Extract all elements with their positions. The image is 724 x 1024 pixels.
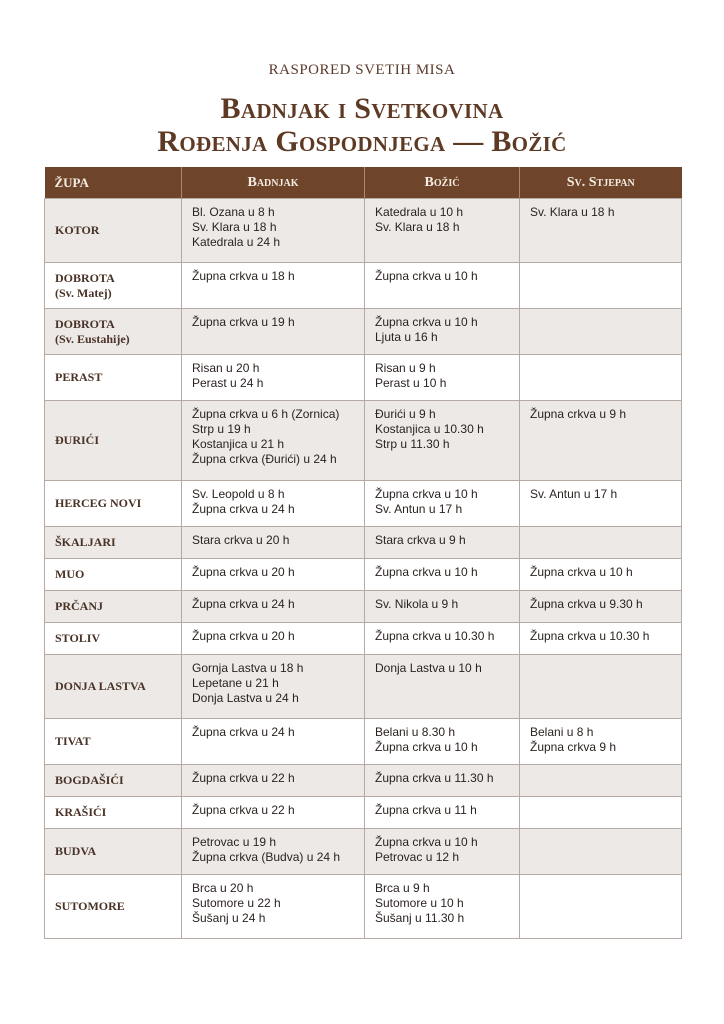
parish-cell: ĐURIĆI [45,401,182,481]
badnjak-cell: Župna crkva u 22 h [182,797,365,829]
table-row [45,481,682,527]
table-row [45,797,682,829]
table-row [45,875,682,939]
table-row [45,623,682,655]
mass-schedule-table [44,167,682,939]
bozic-cell: Župna crkva u 11 h [365,797,520,829]
bozic-cell: Župna crkva u 10 h [365,263,520,309]
column-header-parish: ŽUPA [45,167,182,199]
bozic-cell: Katedrala u 10 h Sv. Klara u 18 h [365,199,520,263]
parish-cell: KOTOR [45,199,182,263]
badnjak-cell: Župna crkva u 20 h [182,623,365,655]
bozic-cell: Risan u 9 h Perast u 10 h [365,355,520,401]
table-row [45,591,682,623]
stjepan-cell [520,765,682,797]
bozic-cell: Župna crkva u 11.30 h [365,765,520,797]
parish-cell: PERAST [45,355,182,401]
parish-cell: BOGDAŠIĆI [45,765,182,797]
document-title-line2: Rođenja Gospodnjega — Božić [157,125,567,158]
stjepan-cell [520,309,682,355]
stjepan-cell [520,875,682,939]
table-row [45,527,682,559]
bozic-cell: Župna crkva u 10 h Sv. Antun u 17 h [365,481,520,527]
badnjak-cell: Župna crkva u 22 h [182,765,365,797]
bozic-cell: Župna crkva u 10 h Petrovac u 12 h [365,829,520,875]
badnjak-cell: Brca u 20 h Sutomore u 22 h Šušanj u 24 h [182,875,365,939]
parish-cell: DOBROTA (Sv. Matej) [45,263,182,309]
bozic-cell: Župna crkva u 10.30 h [365,623,520,655]
document-supertitle: RASPORED SVETIH MISA [268,62,456,78]
parish-cell: STOLIV [45,623,182,655]
bozic-cell: Belani u 8.30 h Župna crkva u 10 h [365,719,520,765]
parish-cell: ŠKALJARI [45,527,182,559]
table-row [45,719,682,765]
bozic-cell: Brca u 9 h Sutomore u 10 h Šušanj u 11.30 h [365,875,520,939]
badnjak-cell: Stara crkva u 20 h [182,527,365,559]
parish-cell: SUTOMORE [45,875,182,939]
badnjak-cell: Sv. Leopold u 8 h Župna crkva u 24 h [182,481,365,527]
table-row [45,655,682,719]
parish-cell: PRČANJ [45,591,182,623]
stjepan-cell [520,797,682,829]
stjepan-cell: Župna crkva u 10.30 h [520,623,682,655]
stjepan-cell: Belani u 8 h Župna crkva 9 h [520,719,682,765]
bozic-cell: Đurići u 9 h Kostanjica u 10.30 h Strp u 11.30 h [365,401,520,481]
badnjak-cell: Župna crkva u 19 h [182,309,365,355]
badnjak-cell: Bl. Ozana u 8 h Sv. Klara u 18 h Katedrala u 24 h [182,199,365,263]
parish-cell: KRAŠIĆI [45,797,182,829]
bozic-cell: Sv. Nikola u 9 h [365,591,520,623]
badnjak-cell: Župna crkva u 18 h [182,263,365,309]
badnjak-cell: Župna crkva u 6 h (Zornica) Strp u 19 h Kostanjica u 21 h Župna crkva (Đurići) u 24 h [182,401,365,481]
parish-cell: MUO [45,559,182,591]
table-row [45,401,682,481]
column-header-stjepan: Sv. Stjepan [520,167,682,199]
bozic-cell: Župna crkva u 10 h [365,559,520,591]
parish-cell: DONJA LASTVA [45,655,182,719]
parish-cell: DOBROTA (Sv. Eustahije) [45,309,182,355]
table-row [45,559,682,591]
table-row [45,829,682,875]
badnjak-cell: Župna crkva u 24 h [182,719,365,765]
table-header-row [45,167,682,199]
bozic-cell: Donja Lastva u 10 h [365,655,520,719]
bozic-cell: Stara crkva u 9 h [365,527,520,559]
stjepan-cell: Župna crkva u 9.30 h [520,591,682,623]
column-header-bozic: Božić [365,167,520,199]
table-row [45,199,682,263]
badnjak-cell: Petrovac u 19 h Župna crkva (Budva) u 24 h [182,829,365,875]
badnjak-cell: Gornja Lastva u 18 h Lepetane u 21 h Donja Lastva u 24 h [182,655,365,719]
badnjak-cell: Župna crkva u 24 h [182,591,365,623]
badnjak-cell: Župna crkva u 20 h [182,559,365,591]
column-header-badnjak: Badnjak [182,167,365,199]
stjepan-cell [520,655,682,719]
parish-cell: TIVAT [45,719,182,765]
document-title-line1: Badnjak i Svetkovina [220,92,504,125]
stjepan-cell: Župna crkva u 9 h [520,401,682,481]
stjepan-cell: Sv. Klara u 18 h [520,199,682,263]
parish-cell: BUDVA [45,829,182,875]
stjepan-cell [520,263,682,309]
parish-cell: HERCEG NOVI [45,481,182,527]
badnjak-cell: Risan u 20 h Perast u 24 h [182,355,365,401]
table-row [45,355,682,401]
table-row [45,765,682,797]
stjepan-cell [520,527,682,559]
bozic-cell: Župna crkva u 10 h Ljuta u 16 h [365,309,520,355]
stjepan-cell [520,829,682,875]
table-row [45,263,682,309]
stjepan-cell: Župna crkva u 10 h [520,559,682,591]
stjepan-cell: Sv. Antun u 17 h [520,481,682,527]
table-row [45,309,682,355]
stjepan-cell [520,355,682,401]
